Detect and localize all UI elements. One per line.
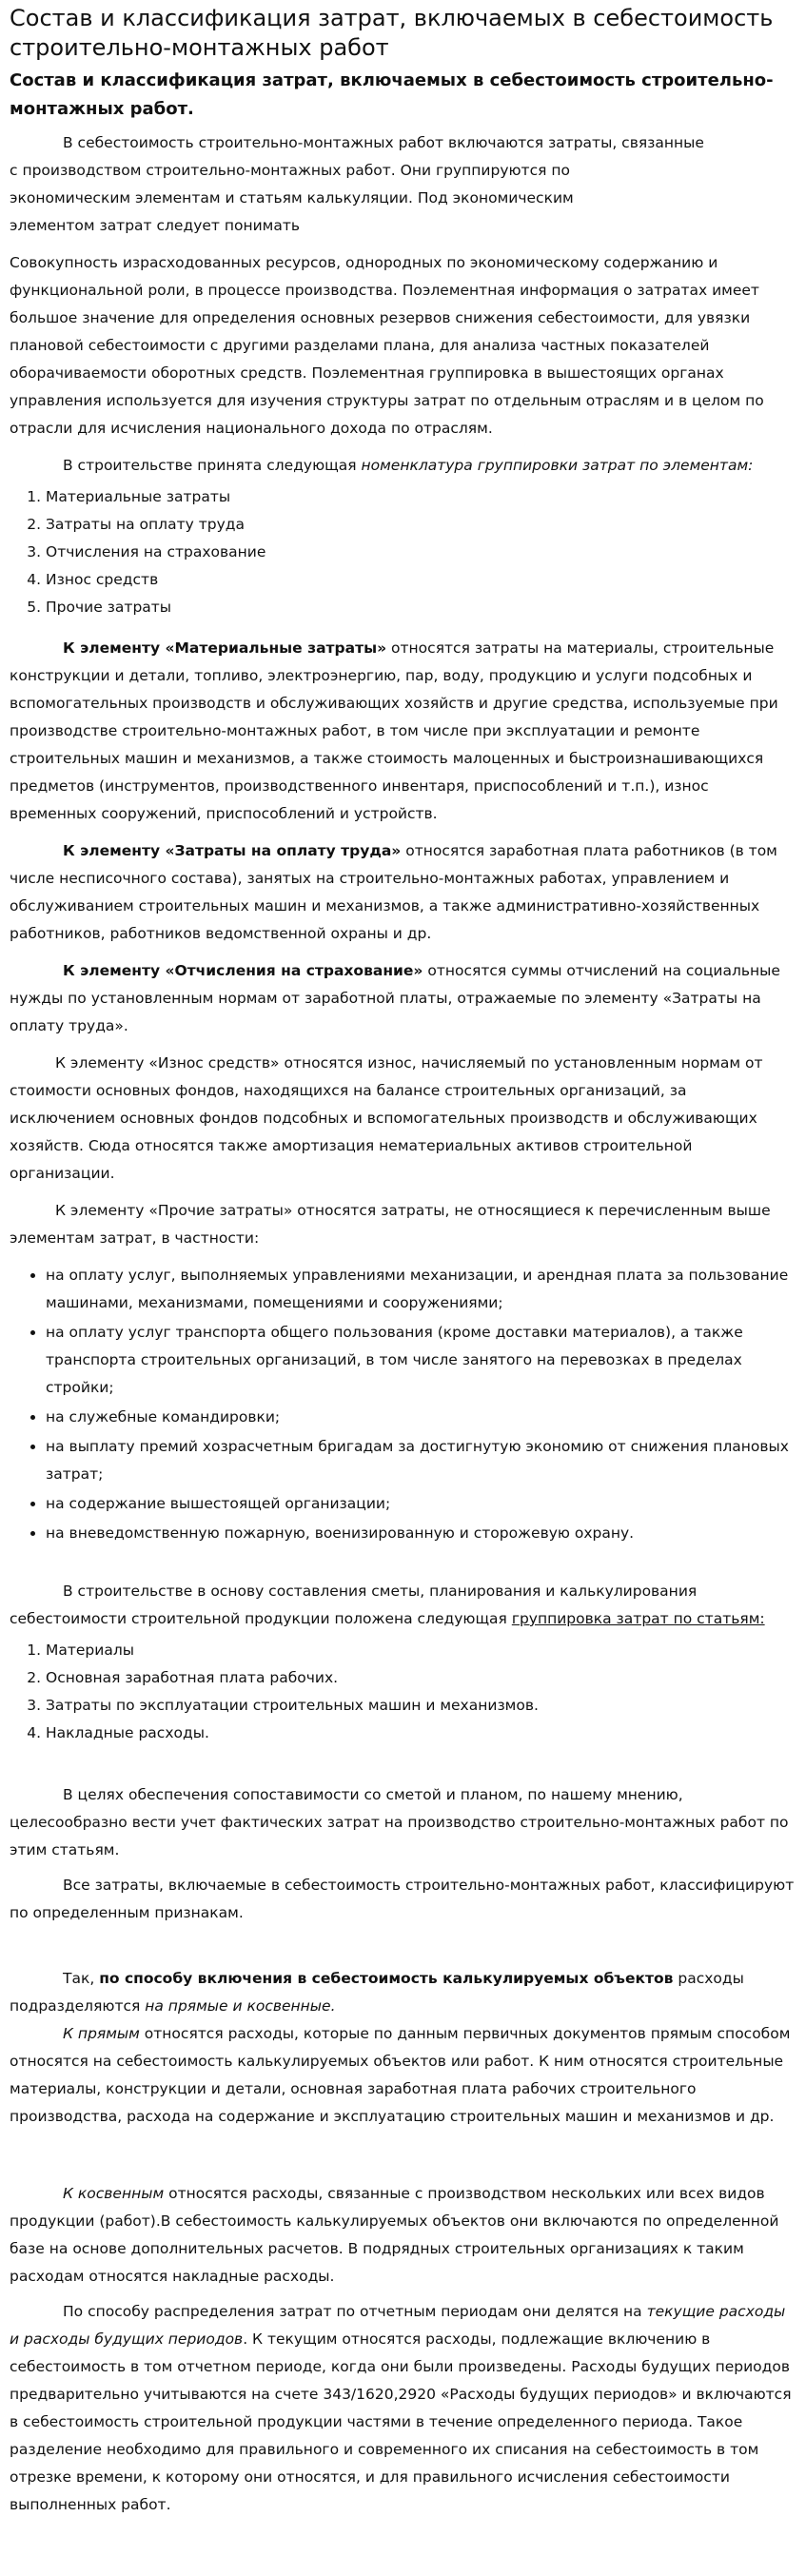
spacer [10, 2131, 796, 2180]
materials-text: относятся затраты на материалы, строительные конструкции и детали, топливо, электроэнергию, пар, воду, продукцию и услуги подсобных и вспомогательных производств и обслуживающих хозяйств и другие средства, используемые при производстве строительно-монтажных работ, в том числе при эксплуатации и ремонте строительных машин и механизмов, а также стоимость малоценных и быстроизнашивающихся предметов (инструментов, производственного инвентаря, приспособлений и т.п.), износ временных сооружений, приспособлений и устройств. [10, 639, 778, 822]
section-heading: Состав и классификация затрат, включаемых в себестоимость строительно-монтажных работ. [10, 70, 774, 119]
list-item: 5. Прочие затраты [46, 594, 796, 621]
direct-paragraph [10, 2020, 796, 2131]
insurance-paragraph [10, 957, 796, 1040]
list-item: 2. Основная заработная плата рабочих. [46, 1664, 796, 1692]
document [0, 4, 806, 2519]
total-paragraph: Совокупность израсходованных ресурсов, однородных по экономическому содержанию и функциональной роли, в процессе производства. Поэлементная информация о затратах имеет большое значение для определения основных резервов снижения себестоимости, для увязки плановой себестоимости с другими разделами плана, для анализа частных показателей оборачиваемости оборотных средств. Поэлементная группировка в вышестоящих органах управления используется для изучения структуры затрат по отдельным отраслям и в целом по отрасли для исчисления национального дохода по отраслям. [10, 254, 764, 437]
indirect-emphasis: К косвенным [63, 2185, 165, 2202]
spacer [10, 1927, 796, 1965]
articles-lead: В строительстве в основу составления сметы, планирования и калькулирования себестоимости строительной продукции положена следующая [10, 1583, 698, 1627]
labor-heading: К элементу «Затраты на оплату труда» [63, 842, 402, 859]
direct-text: относятся расходы, которые по данным первичных документов прямым способом относятся на себестоимость калькулируемых объектов или работ. К ним относятся строительные материалы, конструкции и детали, основная заработная плата рабочих строительного производства, расхода на содержание и эксплуатацию строительных машин и механизмов и др. [10, 2025, 791, 2125]
list-item: 1. Материальные затраты [46, 483, 796, 511]
classify-paragraph: Все затраты, включаемые в себестоимость строительно-монтажных работ, классифицируют по определенным признакам. [10, 1877, 795, 1921]
list-item: 4. Накладные расходы. [46, 1720, 796, 1747]
comparability-paragraph: В целях обеспечения сопоставимости со сметой и планом, по нашему мнению, целесообразно вести учет фактических затрат на производство строительно-монтажных работ по этим статьям. [10, 1786, 789, 1858]
elements-list [10, 483, 796, 621]
method-mid: расходы подразделяются [10, 1970, 744, 2015]
list-item: • на содержание вышестоящей организации; [46, 1490, 796, 1518]
distribution-emphasis: текущие расходы и расходы будущих периодов [10, 2303, 786, 2348]
spacer [10, 1753, 796, 1781]
indirect-text: относятся расходы, связанные с производством нескольких или всех видов продукции (работ).В себестоимость калькулируемых объектов они включаются по определенной базе на основе дополнительных расчетов. В подрядных строительных организациях к таким расходам относятся накладные расходы. [10, 2185, 779, 2285]
depreciation-paragraph: К элементу «Износ средств» относятся износ, начисляемый по установленным нормам от стоимости основных фондов, находящихся на балансе строительных организаций, за исключением основных фондов подсобных и вспомогательных производств и обслуживающих хозяйств. Сюда относятся также амортизация нематериальных активов строительной организации. [10, 1054, 763, 1182]
direct-emphasis: К прямым [63, 2025, 140, 2042]
labor-text: относятся заработная плата работников (в том числе несписочного состава), занятых на строительно-монтажных работах, управлением и обслуживанием строительных машин и механизмов, а также административно-хозяйственных работников, работников ведомственной охраны и др. [10, 842, 777, 942]
list-item: • на вневедомственную пожарную, военизированную и сторожевую охрану. [46, 1520, 796, 1547]
distribution-text: . К текущим относятся расходы, подлежащие включению в себестоимость в том отчетном периоде, когда они были произведены. Расходы будущих периодов предварительно учитываются на счете 343/1620,2920 «Расходы будущих периодов» и включаются в себестоимость строительной продукции частями в течение определенного периода. Такое разделение необходимо для правильного и современного их списания на себестоимость в том отрезке времени, к которому они относятся, и для правильного исчисления себестоимости выполненных работ. [10, 2330, 792, 2513]
page-title: Состав и классификация затрат, включаемых в себестоимость строительно-монтажных работ [10, 5, 774, 61]
other-paragraph: К элементу «Прочие затраты» относятся затраты, не относящиеся к перечисленным выше элементам затрат, в частности: [10, 1202, 771, 1247]
indirect-paragraph [10, 2180, 796, 2291]
list-item: • на служебные командировки; [46, 1404, 796, 1431]
materials-paragraph [10, 635, 796, 828]
nomenclature-paragraph [10, 452, 796, 480]
list-item: 2. Затраты на оплату труда [46, 511, 796, 539]
other-costs-list [10, 1262, 796, 1547]
list-item: 4. Износ средств [46, 566, 796, 594]
method-paragraph [10, 1965, 796, 2020]
nomenclature-emphasis: номенклатура группировки затрат по элементам: [361, 457, 754, 474]
labor-paragraph [10, 837, 796, 948]
articles-list [10, 1637, 796, 1747]
articles-link: группировка затрат по статьям: [511, 1610, 765, 1627]
articles-paragraph [10, 1578, 796, 1633]
list-item: 1. Материалы [46, 1637, 796, 1664]
nomenclature-lead: В строительстве принята следующая [63, 457, 362, 474]
materials-heading: К элементу «Материальные затраты» [63, 639, 387, 657]
method-emphasis: на прямые и косвенные. [145, 1997, 336, 2015]
list-item: • на оплату услуг, выполняемых управлениями механизации, и арендная плата за пользование машинами, механизмами, помещениями и сооружениями; [46, 1262, 796, 1317]
list-item: 3. Затраты по эксплуатации строительных машин и механизмов. [46, 1692, 796, 1720]
method-bold: по способу включения в себестоимость калькулируемых объектов [99, 1970, 674, 1987]
spacer [10, 1557, 796, 1578]
method-lead: Так, [63, 1970, 100, 1987]
list-item: • на оплату услуг транспорта общего пользования (кроме доставки материалов), а также транспорта строительных организаций, в том числе занятого на перевозках в пределах стройки; [46, 1319, 796, 1402]
insurance-heading: К элементу «Отчисления на страхование» [63, 962, 423, 979]
intro-paragraph: В себестоимость строительно-монтажных работ включаются затраты, связанные с производством строительно-монтажных работ. Они группируются по экономическим элементам и статьям калькуляции. Под экономическим элементом затрат следует понимать [10, 134, 704, 234]
list-item: 3. Отчисления на страхование [46, 539, 796, 566]
insurance-text: относятся суммы отчислений на социальные нужды по установленным нормам от заработной платы, отражаемые по элементу «Затраты на оплату труда». [10, 962, 780, 1034]
distribution-lead: По способу распределения затрат по отчетным периодам они делятся на [63, 2303, 647, 2320]
distribution-paragraph [10, 2298, 796, 2519]
list-item: • на выплату премий хозрасчетным бригадам за достигнутую экономию от снижения плановых затрат; [46, 1433, 796, 1488]
